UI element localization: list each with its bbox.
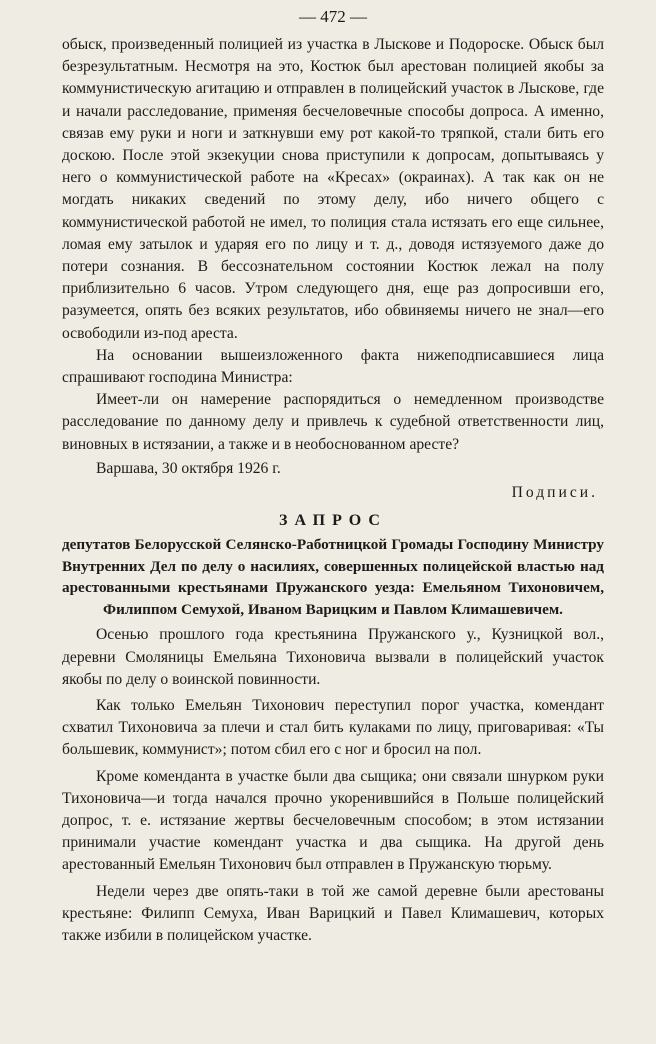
paragraph-body-1: Осенью прошлого года крестьянина Пружанского у., Кузницкой вол., деревни Смоляницы Емельяна Тихоновича вызвали в полицейский участок якобы по делу о воинской повинности. — [62, 626, 604, 688]
page-number: — 472 — — [299, 7, 367, 26]
date-line: Варшава, 30 октября 1926 г. — [96, 459, 281, 477]
section-subheading: депутатов Белорусской Селянско-Работницкой Громады Господину Министру Внутренних Дел по делу о насилиях, совершенных полицейской властью над арестованными крестьянами Пружанского уезда: Емельяном Тихоновичем, Филиппом Семухой, Иваном Варицким и Павлом Климашевичем. — [62, 536, 604, 618]
paragraph-body-4: Недели через две опять-таки в той же самой деревне были арестованы крестьяне: Филипп Семуха, Иван Варицкий и Павел Климашевич, которых также избили в полицейском участке. — [62, 882, 604, 945]
paragraph-body-3: Кроме коменданта в участке были два сыщика; они связали шнурком руки Тихоновича—и тогда начался прочно укоренившийся в Польше полицейский допрос, т. е. истязание жертвы бесчеловечным способом; в этом истязании принимали участие комендант участка и два сыщика. На другой день арестованный Емельян Тихонович был отправлен в Пружанскую тюрьму. — [62, 767, 604, 874]
paragraph-question-intro: На основании вышеизложенного факта нижеподписавшиеся лица спрашивают господина Министра: — [62, 346, 604, 387]
signatures-label: Подписи. — [511, 484, 598, 502]
paragraph-body-2: Как только Емельян Тихонович переступил порог участка, комендант схватил Тихоновича за плечи и стал бить кулаками по лицу, приговаривая: «Ты большевик, коммунист»; потом сбил его с ног и бросил на пол. — [62, 697, 604, 759]
section-heading: ЗАПРОС — [279, 512, 387, 530]
paragraph-question: Имеет-ли он намерение распорядиться о немедленном производстве расследование по данному делу и привлечь к судебной ответственности лиц, виновных в истязании, а также и в необоснованном аресте? — [62, 391, 604, 453]
paragraph-continued: обыск, произведенный полицией из участка в Лыскове и Подороске. Обыск был безрезультатным. Несмотря на это, Костюк был арестован полицией якобы за коммунистическую агитацию и отправлен в полицейский участок в Лыскове, где и начали расследование, применяя бесчеловечные способы допроса. А именно, связав ему руки и ноги и заткнувши ему рот какой-то тряпкой, стали бить его доскою. После этой экзекуции снова приступили к допросам, допытываясь у него о коммунистической работе на «Кресах» (окраинах). А так как он не могдать никаких сведений по этому делу, ибо ничего общего с коммунистической работой не имел, то полиция стала истязать его еще сильнее, ломая ему затылок и ударяя его по лицу и т. д., доводя истязуемого даже до потери сознания. В бессознательном состоянии Костюк лежал на полу приблизительно 6 часов. Утром следующего дня, еще раз допросивши его, разумеется, опять без всяких результатов, ибо обвиняемы ничего не знал—его освободили из-под ареста. — [62, 36, 604, 342]
